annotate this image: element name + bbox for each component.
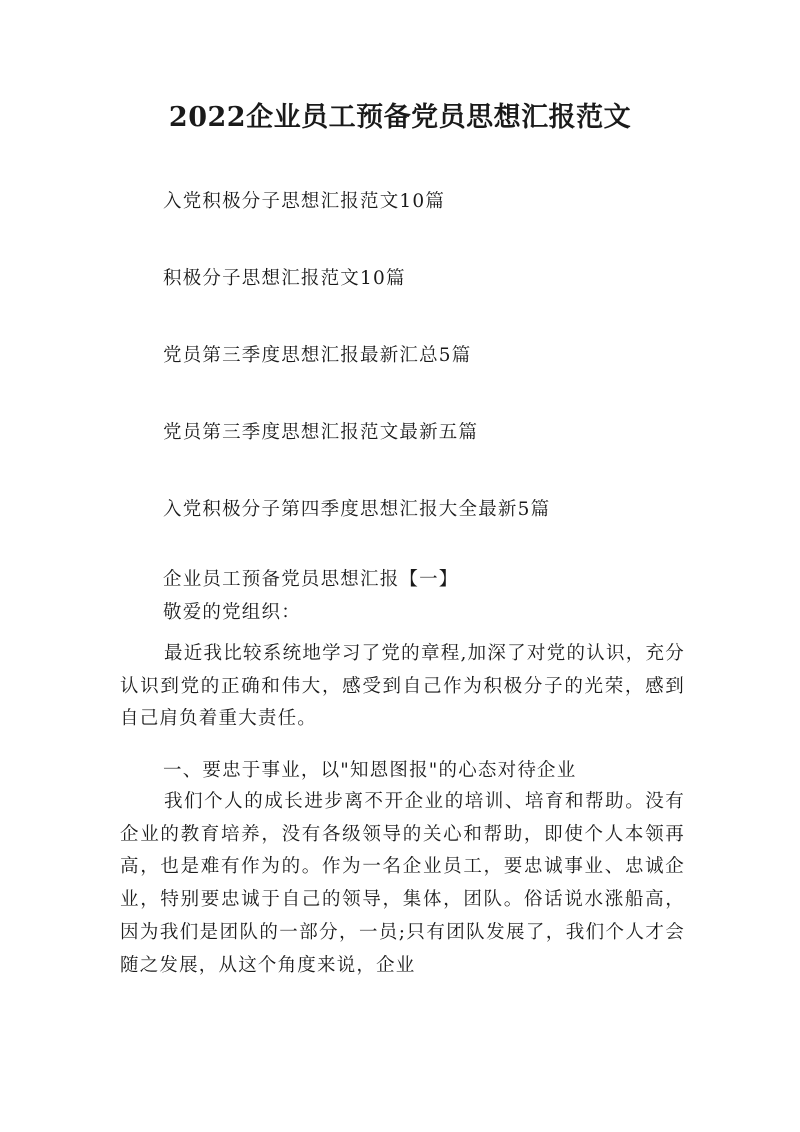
body-paragraph-1: 最近我比较系统地学习了党的章程,加深了对党的认识，充分认识到党的正确和伟大，感受到自己作为积极分子的光荣，感到自己肩负着重大责任。 [120,643,685,730]
related-links-list [163,187,550,572]
document-title: 2022企业员工预备党员思想汇报范文 [168,102,632,133]
section-heading-1: 一、要忠于事业，以"知恩图报"的心态对待企业 [163,760,577,781]
related-link-2[interactable]: 积极分子思想汇报范文10篇 [163,268,406,289]
salutation: 敬爱的党组织： [163,602,301,623]
related-link-5[interactable]: 入党积极分子第四季度思想汇报大全最新5篇 [163,499,551,520]
body-paragraph-2: 我们个人的成长进步离不开企业的培训、培育和帮助。没有企业的教育培养，没有各级领导的关心和帮助，即使个人本领再高，也是难有作为的。作为一名企业员工，要忠诚事业、忠诚企业，特别要忠诚于自己的领导，集体，团队。俗话说水涨船高，因为我们是团队的一部分，一员;只有团队发展了，我们个人才会随之发展，从这个角度来说，企业 [120,791,685,976]
related-link-3[interactable]: 党员第三季度思想汇报最新汇总5篇 [163,345,472,366]
report-heading: 企业员工预备党员思想汇报【一】 [163,569,459,590]
related-link-4[interactable]: 党员第三季度思想汇报范文最新五篇 [163,422,479,443]
related-link-1[interactable]: 入党积极分子思想汇报范文10篇 [163,191,446,212]
